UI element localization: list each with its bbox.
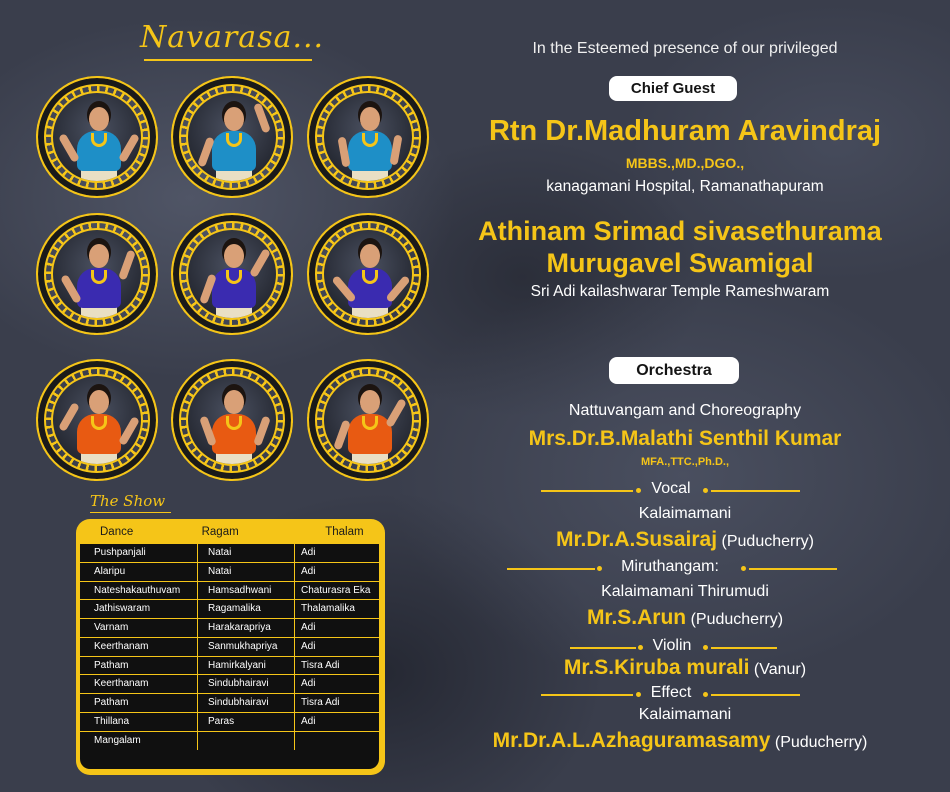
dancer-photo [322,91,414,183]
dance-cell: Jathiswaram [80,600,198,619]
miruthangam-name: Mr.S.Arun [586,606,687,629]
dance-cell: Keerthanam [80,638,198,657]
violin-line [440,656,930,680]
vocal-divider-right [711,490,800,492]
effect-divider-right [711,694,800,696]
dancer-photo [51,91,143,183]
guest1-name: Rtn Dr.Madhuram Aravindraj [488,115,882,147]
header-ragam: Ragam [201,525,239,538]
thalam-cell: Adi [295,638,379,657]
thalam-cell: Adi [295,563,379,582]
dance-cell: Patham [80,694,198,713]
table-row [80,544,379,563]
dancer-medallion [36,76,158,198]
nattuvangam-name: Mrs.Dr.B.Malathi Senthil Kumar [528,427,842,450]
program-table [76,519,385,775]
table-row [80,694,379,713]
thalam-cell: Thalamalika [295,600,379,619]
table-row [80,732,379,751]
violin-divider-right [711,647,777,649]
dancer-medallion [307,359,429,481]
dancer-photo [322,374,414,466]
miruthangam-label: Miruthangam: [621,558,719,575]
dancer-photo [186,91,278,183]
table-row [80,563,379,582]
ragam-cell: Sindubhairavi [198,694,295,713]
thalam-cell: Adi [295,544,379,563]
ragam-cell: Harakarapriya [198,619,295,638]
ragam-cell [198,732,295,751]
guest2-place: Sri Adi kailashwarar Temple Rameshwaram [530,283,830,300]
table-row [80,638,379,657]
dance-cell: Mangalam [80,732,198,751]
dancer-medallion [307,213,429,335]
dancer-photo [186,374,278,466]
dancer-photo [322,228,414,320]
header-dance: Dance [100,525,134,538]
ragam-cell: Natai [198,544,295,563]
guest2-name-line1: Athinam Srimad sivasethurama [478,216,882,246]
table-row [80,675,379,694]
dancer-photo [186,228,278,320]
vocal-title: Kalaimamani [638,505,732,522]
miruthangam-line [440,606,930,630]
table-row [80,713,379,732]
nattuvangam-degrees: MFA.,TTC.,Ph.D., [641,456,729,468]
table-row [80,657,379,676]
nattuvangam-role: Nattuvangam and Choreography [568,402,802,419]
thalam-cell: Adi [295,619,379,638]
dancer-medallion [307,76,429,198]
thalam-cell: Chaturasra Eka [295,582,379,601]
effect-divider-left [541,694,633,696]
ragam-cell: Sindubhairavi [198,675,295,694]
miruthangam-divider-right [749,568,837,570]
thalam-cell: Adi [295,675,379,694]
orchestra-badge: Orchestra [609,357,739,384]
miruthangam-dot-right [741,566,746,571]
miruthangam-place: (Puducherry) [690,611,784,628]
dance-cell: Pushpanjali [80,544,198,563]
dance-cell: Nateshakauthuvam [80,582,198,601]
violin-name: Mr.S.Kiruba murali [563,656,750,679]
violin-divider-left [570,647,636,649]
presence-text: In the Esteemed presence of our privileged [532,40,838,57]
ragam-cell: Hamirkalyani [198,657,295,676]
violin-dot-right [703,645,708,650]
table-row [80,600,379,619]
table-row [80,582,379,601]
effect-place: (Puducherry) [774,734,868,751]
ragam-cell: Hamsadhwani [198,582,295,601]
vocal-line [440,528,930,552]
guest1-degrees: MBBS.,MD.,DGO., [625,155,745,171]
vocal-name: Mr.Dr.A.Susairaj [555,528,718,551]
guest1-place: kanagamani Hospital, Ramanathapuram [546,178,824,195]
ragam-cell: Ragamalika [198,600,295,619]
dance-cell: Alaripu [80,563,198,582]
thalam-cell: Adi [295,713,379,732]
table-header [80,519,379,544]
dancer-medallion [36,213,158,335]
miruthangam-divider-left [507,568,595,570]
dancer-photo [51,374,143,466]
dance-cell: Varnam [80,619,198,638]
dance-cell: Thillana [80,713,198,732]
ragam-cell: Paras [198,713,295,732]
navarasa-title: Navarasa... [140,20,325,55]
show-title: The Show [90,492,166,510]
miruthangam-title: Kalaimamani Thirumudi [601,583,769,600]
ragam-cell: Sanmukhapriya [198,638,295,657]
table-body [80,544,379,769]
thalam-cell [295,732,379,751]
effect-name: Mr.Dr.A.L.Azhaguramasamy [492,729,771,752]
table-row [80,619,379,638]
thalam-cell: Tisra Adi [295,694,379,713]
header-thalam: Thalam [325,525,364,538]
vocal-label: Vocal [651,480,691,497]
medallion-grid [36,76,436,476]
dancer-medallion [171,213,293,335]
effect-label: Effect [650,684,692,701]
dancer-medallion [36,359,158,481]
dance-cell: Keerthanam [80,675,198,694]
effect-dot-right [703,692,708,697]
vocal-place: (Puducherry) [721,533,814,550]
violin-place: (Vanur) [753,661,807,678]
dance-cell: Patham [80,657,198,676]
violin-label: Violin [652,637,692,654]
dancer-medallion [171,76,293,198]
vocal-dot-right [703,488,708,493]
dancer-medallion [171,359,293,481]
thalam-cell: Tisra Adi [295,657,379,676]
vocal-divider-left [541,490,633,492]
dancer-photo [51,228,143,320]
guest2-name-line2: Murugavel Swamigal [546,248,814,278]
chief-guest-badge: Chief Guest [609,76,737,101]
ragam-cell: Natai [198,563,295,582]
effect-line [430,729,930,753]
effect-title: Kalaimamani [638,706,732,723]
